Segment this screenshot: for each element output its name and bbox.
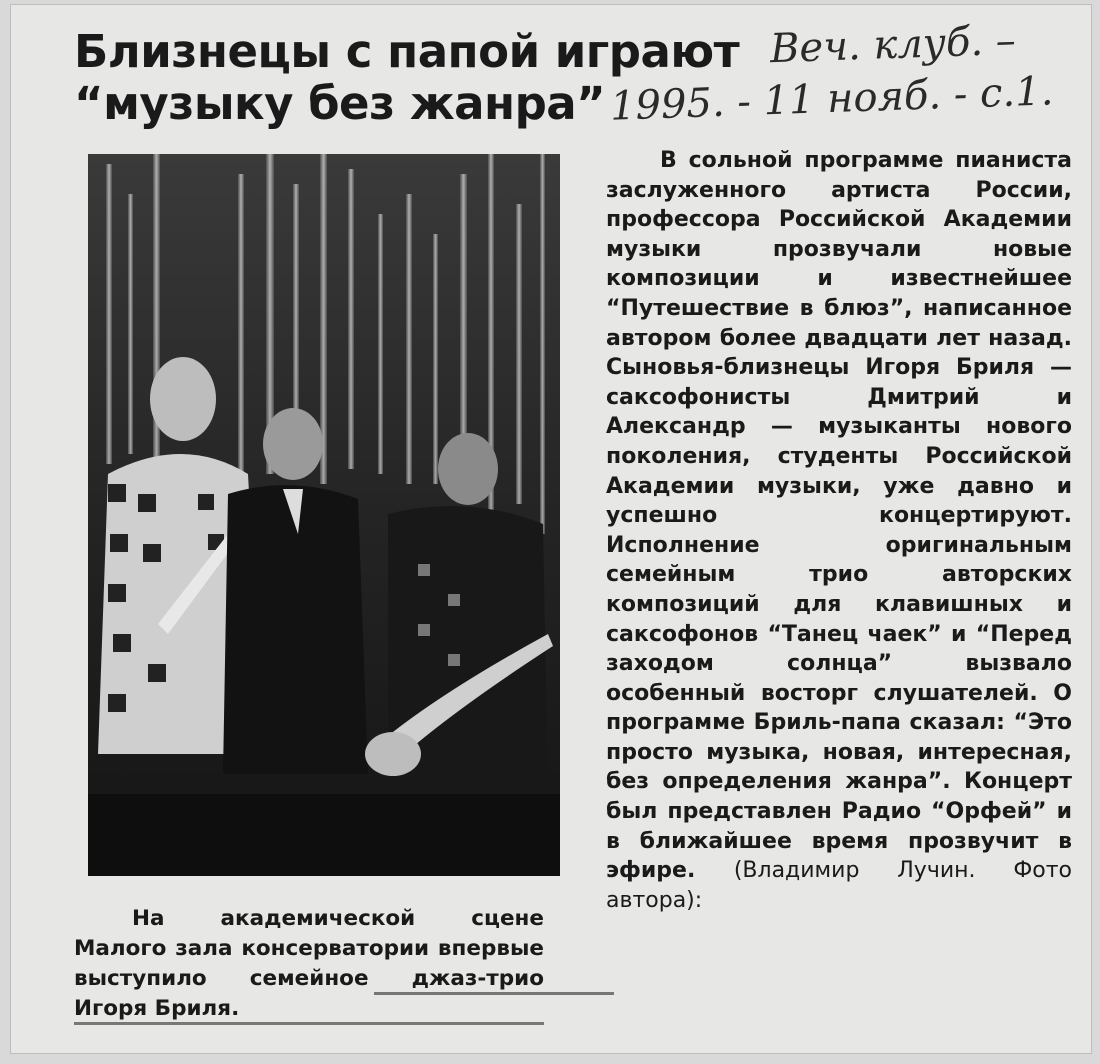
article-credit: (Владимир Лучин. Фото автора): [606,858,1072,913]
trio-photo-illustration [88,154,560,876]
photo-caption [74,904,544,1024]
article-body [606,146,1072,915]
article-text: В сольной программе пианиста заслуженного артиста России, профессора Российской Академии музыки прозвучали новые композиции и известнейшее “Путешествие в блюз”, написанное автором более двадцати лет назад. Сыновья-близнецы Игоря Бриля — саксофонисты Дмитрий и Александр — музыканты нового поколения, студенты Российской Академии музыки, уже давно и успешно концертируют. Исполнение оригинальным семейным трио авторских композиций для клавишных и саксофонов “Танец чаек” и “Перед заходом солнца” вызвало особенный восторг слушателей. О программе Бриль-папа сказал: “Это просто музыка, новая, интересная, без определения жанра”. Концерт был представлен Радио “Орфей” и в ближайшее время прозвучит в эфире. [606,148,1072,884]
pen-underline [74,1022,544,1025]
headline-line-1: Близнецы с папой играют [74,25,740,78]
photo-caption-text: На академической сцене Малого зала консерватории впервые выступило семейное джаз-трио Игоря Бриля. [74,906,544,1021]
handwritten-note-line-1: Веч. клуб. – [769,17,1017,73]
newspaper-clipping [10,4,1092,1054]
headline-line-2: “музыку без жанра” [74,77,606,130]
handwritten-note-line-2: 1995. - 11 нояб. - с.1. [609,68,1055,130]
concert-photo [88,154,560,876]
pen-underline [374,992,614,995]
